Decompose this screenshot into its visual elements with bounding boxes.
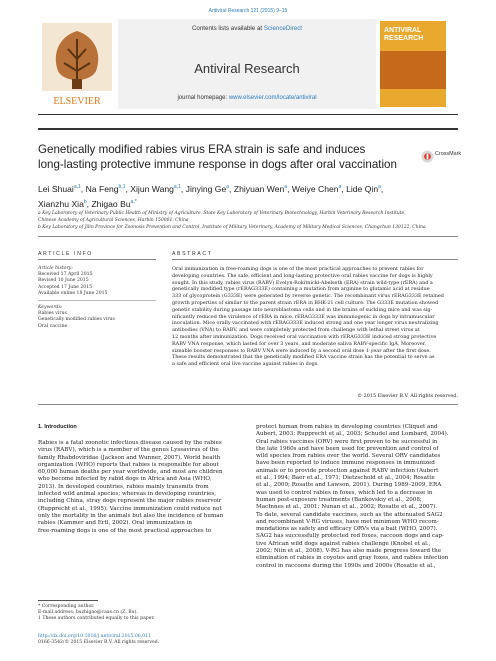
abstract-line: Oral immunization in free-roaming dogs is one of the most practical approaches to prevent rabies for	[172, 266, 424, 272]
body-line: organization (WHO) reports that rabies is responsible for about	[38, 461, 219, 468]
author[interactable]: Lide Qin$^a$	[346, 183, 381, 194]
abstract-line: genetically modified type (rERAG333E) containing a mutation from arginine to glutamic acid at residue	[172, 286, 430, 293]
abstract-body	[172, 266, 458, 368]
elsevier-logo	[38, 19, 116, 111]
crossmark-label: CrossMark	[435, 151, 462, 157]
body-line: et al., 2009; Rosatte and Lawson, 2001). During 1989–2009, ERA	[256, 482, 442, 489]
elsevier-wordmark: ELSEVIER	[53, 96, 101, 107]
body-line: virus (RABV), which is a member of the genus Lyssavirus of the	[38, 447, 219, 454]
article-history	[38, 266, 158, 297]
body-line: including China, stray dogs represent the major rabies reservoir	[38, 498, 222, 505]
abstract-line: growth properties of similar to the parent strain rERA in BHK-21 cell culture. The G333E mutation showed	[172, 299, 439, 306]
body-line: To date, several candidate vaccines, such as the attenuated SAG2	[256, 511, 443, 518]
article-info-rule	[38, 259, 156, 260]
history-item: Accepted 17 June 2015	[38, 284, 93, 290]
intro-right-column	[256, 424, 461, 570]
body-line: was used to control rabies in foxes, which led to a decrease in	[256, 489, 433, 496]
body-line: animals or to provide protection against RABV infection (Aubert	[256, 467, 439, 474]
affiliation-line: a Key Laboratory of Veterinary Public Health of Ministry of Agriculture, State Key Laboratory of Veterinary Biotechnology, Harbin Veterinary Research Institute,	[38, 211, 406, 216]
body-line: mendations as safety and efficacy ORVs via a bait (WHO, 2007).	[256, 526, 438, 533]
doi-link[interactable]: http://dx.doi.org/10.1016/j.antiviral.2015.06.011	[38, 634, 151, 639]
crossmark-badge[interactable]	[421, 148, 463, 162]
author[interactable]: Weiye Chen$^a$	[291, 183, 342, 194]
title-line: Genetically modified rabies virus ERA strain is safe and induces	[38, 143, 366, 156]
body-line: and recombinant V-RG viruses, have met minimum WHO recom-	[256, 518, 439, 525]
author[interactable]: Jinying Ge$^a$	[185, 183, 230, 194]
author-list: Lei Shuai$^{a,1}$, Na Feng$^{b,1}$, Xijun Wang$^{a,1}$, Jinying Ge$^a$, Zhiyuan Wen$^a$, Weiye Chen$^a$, Lide Qin$^a$, Xianzhu Xia$^b$, Zhigao $Bu^{a,*}$	[38, 183, 384, 210]
body-line: infected wild animal species; whereas in developing countries,	[38, 491, 217, 498]
article-meta-footer	[38, 634, 238, 646]
abstract-line: RABV VNA response, which lasted for over 3 years, and moderate saliva RABV-specific IgA. Moreover,	[172, 340, 427, 347]
author[interactable]: Xijun Wang$^{a,1}$	[130, 183, 181, 194]
body-line: Rabies is a fatal zoonotic infectious disease caused by the rabies	[38, 440, 222, 446]
abstract-line: 12 months after immunization. Dogs received oral vaccination with rERAG333E induced strong protective	[172, 333, 437, 340]
affiliation-line: Chinese Academy of Agricultural Sciences, Harbin 150001, China	[38, 218, 189, 223]
body-line: protect human from rabies in developing countries (Cliquet and	[256, 424, 438, 430]
body-line: who become infected by rabid dogs in Africa and Asia (WHO,	[38, 476, 212, 483]
keywords-rule	[38, 300, 156, 301]
body-line: rabies (Kammer and Ertl, 2002). Oral immunization in	[38, 520, 193, 527]
keyword[interactable]: Genetically modified rabies virus	[38, 317, 115, 323]
article-info-heading: ARTICLE INFO	[38, 251, 93, 257]
homepage-link[interactable]: www.elsevier.com/locate/antiviral	[228, 95, 317, 101]
history-item: Revised 10 June 2015	[38, 278, 89, 284]
affiliation-line: b Key Laboratory of Jilin Province for Zoonosis Prevention and Control, Institute of Military Veterinary, Academy of Military Medical Sciences, Changchun 130122, China	[38, 225, 426, 230]
affiliation-rule	[38, 236, 458, 237]
body-line: family Rhabdoviridae (Jackson and Wunner, 2007). World health	[38, 454, 221, 461]
body-line: Aubert, 2003; Rupprecht et al., 2003; Schudel and Lombard, 2004).	[256, 431, 449, 438]
abstract-line: sizeable booster responses to RABV VNA were induced by a second oral dose 1 year after the first dose.	[172, 347, 431, 354]
body-line: human post-exposure treatments (Bankovskiy et al., 2008;	[256, 496, 422, 503]
abstract-line: genetic stability during passage into neuroblastoma cells and in the brains of suckling mice and was sig-	[172, 306, 433, 313]
body-line: 2002; Niin et al., 2008). V-RG has also made progress toward the	[256, 548, 442, 555]
sciencedirect-link[interactable]: ScienceDirect	[263, 25, 303, 32]
footnotes	[38, 604, 238, 623]
contents-prefix: Contents lists available at	[191, 25, 263, 32]
history-item: Available online 18 June 2015	[38, 290, 108, 296]
abstract-line: 333 of glycoprotein (G333E) were generated by reverse genetic. The recombinant virus rERAG333E retained	[172, 293, 444, 300]
corresponding-author-note: * Corresponding author.	[38, 604, 95, 609]
keywords	[38, 305, 158, 330]
body-line: elimination of rabies in coyotes and gray foxes, and rabies infection	[256, 555, 449, 562]
abstract-rule	[172, 259, 458, 260]
equal-contribution-note: 1 These authors contributed equally to this paper.	[38, 616, 155, 622]
body-line: wild species from rabies over the world. Several ORV candidates	[256, 453, 441, 460]
affiliations	[38, 210, 458, 231]
author[interactable]: Zhigao $Bu^{a,*}$	[91, 199, 137, 210]
body-line: SAG2 has successfully protected red foxes, raccoon dogs and cap-	[256, 533, 444, 540]
issn-line: 0166-3542/© 2015 Elsevier B.V. All rights reserved.	[38, 640, 160, 646]
intro-left-column	[38, 424, 243, 535]
keyword[interactable]: Oral vaccine	[38, 323, 68, 329]
body-line: MacInnes et al., 2001; Nunan et al., 2002; Rosatte et al., 2007).	[256, 504, 438, 511]
body-line: control in raccoons during the 1990s and 2000s (Rosatte et al.,	[256, 562, 436, 569]
body-line: Oral rabies vaccines (ORV) were first proven to be successful in	[256, 438, 438, 445]
body-line: have been reported to induce immune responses in immunized	[256, 460, 435, 467]
body-line: free-roaming dogs is one of the most practical approaches to	[38, 527, 212, 534]
journal-name: Antiviral Research	[194, 61, 300, 76]
body-line: 2013). In developed countries, rabies mainly transmits from	[38, 483, 209, 490]
cover-title: ANTIVIRAL RESEARCH	[384, 27, 424, 42]
history-label: Article history:	[38, 266, 73, 271]
section-heading: 1. Introduction	[38, 424, 77, 430]
header-rule-top	[38, 114, 458, 115]
journal-homepage	[118, 95, 376, 101]
title-line: long-lasting protective immune response in dogs after oral vaccination	[38, 158, 397, 171]
abstract-line: inoculation. Mice orally vaccinated with rERAG333E induced strong and one year longer virus neutralizing	[172, 320, 439, 327]
history-item: Received 17 April 2015	[38, 272, 93, 278]
crossmark-icon	[421, 150, 434, 163]
email-note[interactable]: E-mail address: buzhigao@caas.cn (Z. Bu).	[38, 610, 138, 616]
keyword[interactable]: Rabies virus	[38, 311, 67, 317]
cover-band	[380, 51, 446, 89]
author[interactable]: Zhiyuan Wen$^a$	[233, 183, 288, 194]
abstract-copyright: © 2015 Elsevier B.V. All rights reserved.	[357, 393, 458, 399]
abstract-heading: ABSTRACT	[172, 251, 213, 257]
author[interactable]: Xianzhu Xia$^b$	[38, 199, 87, 210]
header-rule-bottom	[38, 128, 458, 130]
abstract-line: antibodies (VNA) to RABV, and were completely protected from challenge with lethal street virus at	[172, 327, 420, 334]
abstract-bottom-rule	[38, 404, 458, 405]
author[interactable]: Na Feng$^{b,1}$	[85, 183, 126, 194]
footnote-rule	[38, 600, 98, 601]
keywords-label: Keywords:	[38, 305, 63, 310]
body-line: 60,000 human deaths per year worldwide, and most are children	[38, 469, 223, 476]
journal-cover-thumbnail	[380, 21, 446, 107]
abstract-line: nificantly reduced the virulence of rERA in mice. rERAG333E was immunogenic in dogs by intramuscular	[172, 313, 435, 320]
body-line: et al., 1994; Baer et al., 1971; Dietzschold et al., 2004; Rosatte	[256, 475, 435, 482]
journal-header	[38, 19, 458, 111]
journal-banner	[118, 19, 376, 109]
body-line: tive African wild dogs against rabies challenge (Knobel et al.,	[256, 540, 431, 547]
author[interactable]: Lei Shuai$^{a,1}$	[38, 183, 81, 194]
abstract-line: sought. In this study, rabies virus (RABV) Evelyn-Rokitnicki-Abelseth (ERA) strain wild-type (rERA) and a	[172, 279, 433, 286]
body-line: the late 1960s and have been used for prevention and control of	[256, 445, 439, 452]
body-line: (Rupprecht et al., 1995). Vaccine immunization could reduce not	[38, 505, 222, 512]
abstract-line: developing countries. The safe, efficient and long-lasting protective oral rabies vaccine for dogs is highly	[172, 272, 433, 279]
abstract-line: a safe and efficient oral live vaccine against rabies in dogs.	[172, 361, 319, 368]
journal-citation[interactable]: Antiviral Research 121 (2015) 9–15	[208, 8, 288, 14]
body-line: only the mortality in the animals but also the incidence of human	[38, 512, 224, 519]
homepage-prefix: journal homepage:	[177, 95, 228, 101]
article-title	[38, 142, 408, 172]
contents-line	[118, 25, 376, 32]
abstract-line: These results demonstrated that the genetically modified ERA vaccine strain has the potential to serve as	[172, 354, 435, 361]
